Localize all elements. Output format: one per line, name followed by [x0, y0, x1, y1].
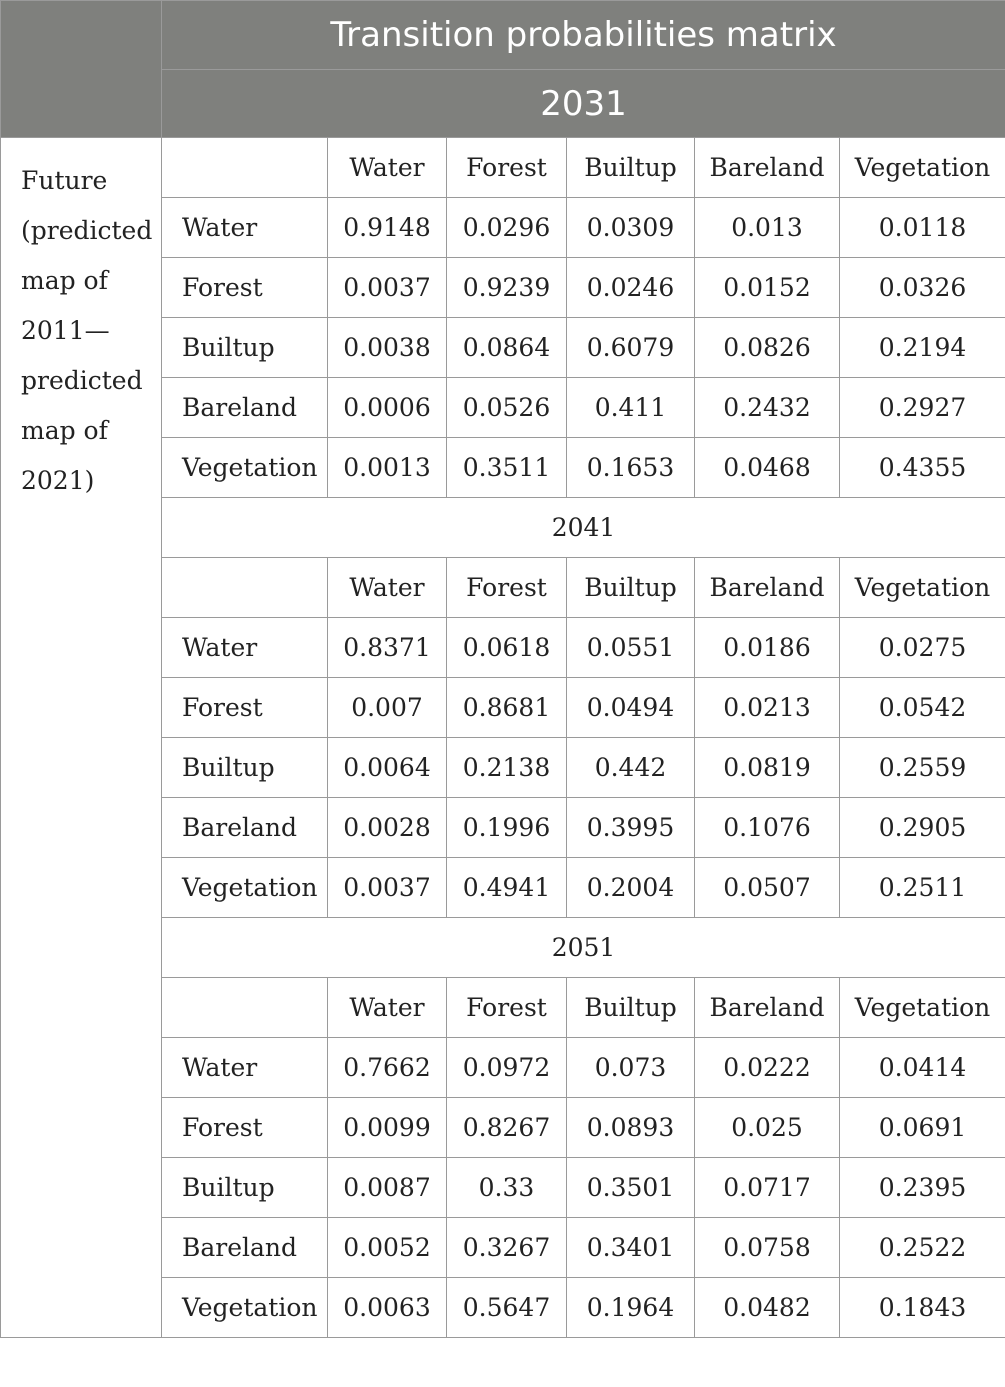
probability-cell: 0.0717 [695, 1158, 840, 1218]
probability-cell: 0.7662 [328, 1038, 447, 1098]
row-label: Vegetation [162, 858, 328, 918]
probability-cell: 0.025 [695, 1098, 840, 1158]
probability-cell: 0.2522 [840, 1218, 1005, 1278]
row-label: Water [162, 618, 328, 678]
header-corner-cell [1, 1, 162, 138]
probability-cell: 0.0482 [695, 1278, 840, 1338]
column-header: Vegetation [840, 558, 1005, 618]
probability-cell: 0.0052 [328, 1218, 447, 1278]
probability-cell: 0.0864 [447, 318, 567, 378]
row-label: Forest [162, 258, 328, 318]
probability-cell: 0.0222 [695, 1038, 840, 1098]
probability-cell: 0.0186 [695, 618, 840, 678]
probability-cell: 0.0063 [328, 1278, 447, 1338]
block-year-label: 2051 [162, 918, 1005, 978]
probability-cell: 0.013 [695, 198, 840, 258]
probability-cell: 0.0246 [567, 258, 695, 318]
probability-cell: 0.33 [447, 1158, 567, 1218]
probability-cell: 0.8371 [328, 618, 447, 678]
block-year-label: 2041 [162, 498, 1005, 558]
table-body [1, 1, 1005, 1338]
column-header-row [1, 138, 1005, 198]
column-header: Forest [447, 558, 567, 618]
probability-cell: 0.0152 [695, 258, 840, 318]
probability-cell: 0.0087 [328, 1158, 447, 1218]
probability-cell: 0.4355 [840, 438, 1005, 498]
probability-cell: 0.2395 [840, 1158, 1005, 1218]
probability-cell: 0.073 [567, 1038, 695, 1098]
probability-cell: 0.1996 [447, 798, 567, 858]
probability-cell: 0.0468 [695, 438, 840, 498]
row-label: Builtup [162, 318, 328, 378]
column-header: Water [328, 138, 447, 198]
probability-cell: 0.0507 [695, 858, 840, 918]
row-label: Vegetation [162, 1278, 328, 1338]
row-label: Vegetation [162, 438, 328, 498]
probability-cell: 0.0037 [328, 258, 447, 318]
column-header-empty [162, 558, 328, 618]
table-title: Transition probabilities matrix [162, 1, 1005, 70]
probability-cell: 0.0213 [695, 678, 840, 738]
column-header: Builtup [567, 558, 695, 618]
probability-cell: 0.0819 [695, 738, 840, 798]
probability-cell: 0.0972 [447, 1038, 567, 1098]
probability-cell: 0.0494 [567, 678, 695, 738]
probability-cell: 0.2927 [840, 378, 1005, 438]
row-label: Builtup [162, 738, 328, 798]
row-label: Forest [162, 1098, 328, 1158]
column-header: Vegetation [840, 978, 1005, 1038]
probability-cell: 0.3401 [567, 1218, 695, 1278]
probability-cell: 0.2511 [840, 858, 1005, 918]
row-label: Water [162, 198, 328, 258]
probability-cell: 0.9148 [328, 198, 447, 258]
probability-cell: 0.0028 [328, 798, 447, 858]
probability-cell: 0.2004 [567, 858, 695, 918]
row-label: Bareland [162, 378, 328, 438]
probability-cell: 0.6079 [567, 318, 695, 378]
probability-cell: 0.0826 [695, 318, 840, 378]
probability-cell: 0.007 [328, 678, 447, 738]
row-label: Bareland [162, 1218, 328, 1278]
probability-cell: 0.0414 [840, 1038, 1005, 1098]
probability-cell: 0.8267 [447, 1098, 567, 1158]
column-header: Builtup [567, 138, 695, 198]
probability-cell: 0.0275 [840, 618, 1005, 678]
probability-cell: 0.3995 [567, 798, 695, 858]
probability-cell: 0.0618 [447, 618, 567, 678]
column-header: Vegetation [840, 138, 1005, 198]
column-header: Forest [447, 138, 567, 198]
probability-cell: 0.0542 [840, 678, 1005, 738]
probability-cell: 0.0013 [328, 438, 447, 498]
probability-cell: 0.0893 [567, 1098, 695, 1158]
probability-cell: 0.0037 [328, 858, 447, 918]
row-label: Builtup [162, 1158, 328, 1218]
probability-cell: 0.5647 [447, 1278, 567, 1338]
probability-cell: 0.9239 [447, 258, 567, 318]
probability-cell: 0.1653 [567, 438, 695, 498]
probability-cell: 0.0006 [328, 378, 447, 438]
probability-cell: 0.0526 [447, 378, 567, 438]
side-label: Future (predicted map of 2011— predicted map of 2021) [1, 138, 162, 1338]
probability-cell: 0.0551 [567, 618, 695, 678]
probability-cell: 0.411 [567, 378, 695, 438]
probability-cell: 0.0691 [840, 1098, 1005, 1158]
probability-cell: 0.0758 [695, 1218, 840, 1278]
row-label: Bareland [162, 798, 328, 858]
header-row-title [1, 1, 1005, 70]
probability-cell: 0.0038 [328, 318, 447, 378]
column-header: Water [328, 558, 447, 618]
probability-cell: 0.4941 [447, 858, 567, 918]
header-year: 2031 [162, 70, 1005, 138]
probability-cell: 0.3511 [447, 438, 567, 498]
column-header: Forest [447, 978, 567, 1038]
column-header: Builtup [567, 978, 695, 1038]
probability-cell: 0.2138 [447, 738, 567, 798]
column-header: Water [328, 978, 447, 1038]
column-header-empty [162, 138, 328, 198]
column-header: Bareland [695, 978, 840, 1038]
row-label: Forest [162, 678, 328, 738]
probability-cell: 0.2559 [840, 738, 1005, 798]
probability-cell: 0.0326 [840, 258, 1005, 318]
probability-cell: 0.3267 [447, 1218, 567, 1278]
probability-cell: 0.442 [567, 738, 695, 798]
probability-cell: 0.0064 [328, 738, 447, 798]
probability-cell: 0.0118 [840, 198, 1005, 258]
probability-cell: 0.0099 [328, 1098, 447, 1158]
probability-cell: 0.2432 [695, 378, 840, 438]
probability-cell: 0.1964 [567, 1278, 695, 1338]
probability-cell: 0.2194 [840, 318, 1005, 378]
probability-cell: 0.3501 [567, 1158, 695, 1218]
probability-cell: 0.0296 [447, 198, 567, 258]
probability-cell: 0.1076 [695, 798, 840, 858]
probability-cell: 0.1843 [840, 1278, 1005, 1338]
column-header: Bareland [695, 138, 840, 198]
row-label: Water [162, 1038, 328, 1098]
column-header-empty [162, 978, 328, 1038]
probability-cell: 0.2905 [840, 798, 1005, 858]
probability-cell: 0.8681 [447, 678, 567, 738]
column-header: Bareland [695, 558, 840, 618]
probability-cell: 0.0309 [567, 198, 695, 258]
